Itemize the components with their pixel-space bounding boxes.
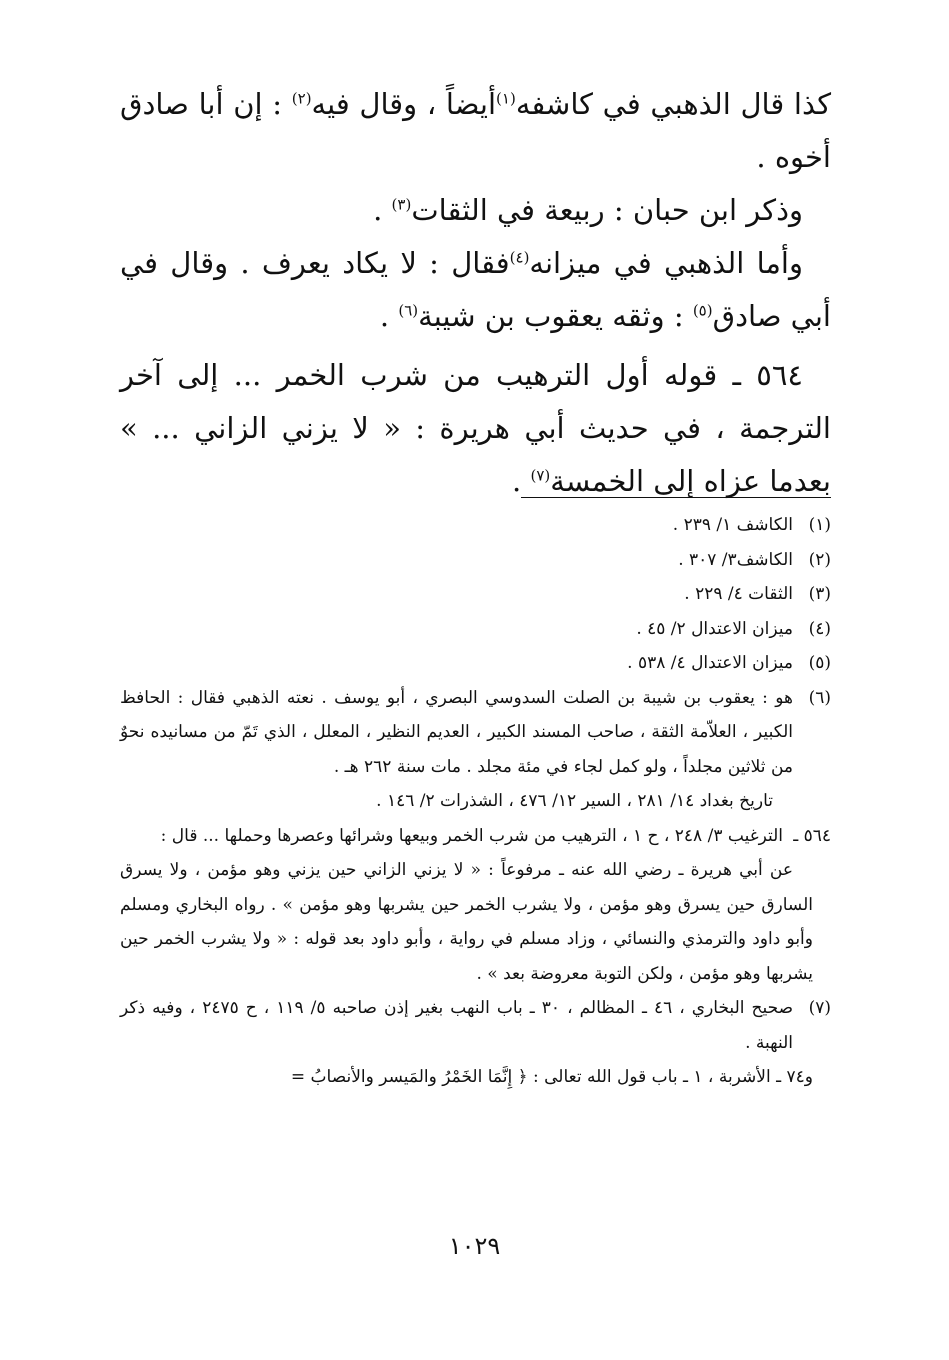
footnote-number: (٦) [808, 687, 831, 708]
paragraph-4 [120, 349, 831, 508]
footnote-text: صحيح البخاري ، ٤٦ ـ المظالم ، ٣٠ ـ باب النهب بغير إذن صاحبه ٥/ ١١٩ ، ح ٢٤٧٥ ، وفيه ذكر النهبة . [120, 998, 794, 1053]
main-text [120, 78, 831, 508]
footnote-number: (٥) [808, 653, 831, 673]
text-run: . [379, 299, 399, 333]
footnote-3 [120, 577, 831, 612]
footnote-2 [120, 543, 831, 578]
footnote-number: (٤) [808, 618, 831, 639]
footnote-text: الثقات ٤/ ٢٢٩ . [684, 584, 793, 604]
footnote-ref-1: (١) [496, 89, 516, 108]
text-run: وذكر ابن حبان : ربيعة في الثقات [411, 193, 803, 227]
text-run: : إن أبا صادق أخوه . [120, 87, 831, 174]
footnote-ref-5: (٥) [692, 301, 713, 320]
footnote-number: (٧) [808, 998, 831, 1018]
text-run: ٥٦٤ ـ قوله أول الترهيب من شرب الخمر ... إلى آخر الترجمة ، في حديث أبي هريرة : « لا يزني الزاني ... » بعدما عزاه إلى الخمسة [120, 358, 831, 498]
footnote-564-hadith [120, 853, 831, 991]
footnote-number: (١) [808, 515, 831, 535]
footnote-ref-7: (٧) [530, 466, 551, 485]
footnote-text: الكاشف٣/ ٣٠٧ . [678, 549, 793, 570]
footnote-ref-6: (٦) [398, 301, 419, 320]
footnote-5 [120, 646, 831, 681]
footnote-6 [120, 681, 831, 819]
footnote-564 [120, 819, 831, 854]
footnote-7-continuation [120, 1060, 831, 1095]
text-run: وأما الذهبي في ميزانه [529, 246, 803, 280]
footnote-text: ميزان الاعتدال ٢/ ٤٥ . [636, 618, 793, 639]
footnote-7 [120, 991, 831, 1060]
page-number: ١٠٢٩ [448, 1232, 501, 1260]
paragraph-1 [120, 78, 831, 184]
footnote-text: و٧٤ ـ الأشربة ، ١ ـ باب قول الله تعالى : ﴿ إِنَّمَا الخَمْرُ والمَيسر والأنصابُ = [290, 1067, 813, 1087]
text-run: أيضاً ، وقال فيه [311, 87, 497, 121]
footnote-ref-2: (٢) [291, 89, 312, 108]
text-run: كذا قال الذهبي في كاشفه [515, 87, 831, 121]
footnote-number: ٥٦٤ ـ [793, 825, 831, 846]
footnote-ref-4: (٤) [509, 248, 530, 267]
footnote-text: ميزان الاعتدال ٤/ ٥٣٨ . [627, 653, 793, 673]
text-run: فقال : لا يكاد يعرف . وقال في أبي صادق [120, 246, 831, 333]
footnote-text: الترغيب ٣/ ٢٤٨ ، ح ١ ، الترهيب من شرب الخمر وبيعها وشرائها وعصرها وحملها ... قال : [160, 825, 783, 846]
footnotes [120, 508, 831, 1095]
text-run: : وثقه يعقوب بن شيبة [418, 299, 693, 333]
footnote-4 [120, 612, 831, 647]
footnote-separator [521, 497, 831, 498]
paragraph-3 [120, 237, 831, 343]
footnote-number: (٣) [808, 584, 831, 604]
paragraph-2 [120, 184, 831, 237]
footnote-text: الكاشف ١/ ٢٣٩ . [672, 515, 793, 535]
footnote-1 [120, 508, 831, 543]
footnote-number: (٢) [808, 549, 831, 570]
text-run: . [373, 193, 392, 227]
footnote-ref-3: (٣) [391, 195, 412, 214]
footnote-sources: تاريخ بغداد ١٤/ ٢٨١ ، السير ١٢/ ٤٧٦ ، الشذرات ٢/ ١٤٦ . [376, 791, 773, 811]
footnote-text: هو : يعقوب بن شيبة بن الصلت السدوسي البصري ، أبو يوسف . نعته الذهبي فقال : الحافظ الكبير ، العلاّمة الثقة ، صاحب المسند الكبير ، العديم النظير ، المعلل ، الذي تَمّ من مسانيده نحوٌ من ثلاثين مجلداً ، ولو كمل لجاء في مئة مجلد . مات سنة ٢٦٢ هـ . [120, 687, 793, 777]
text-run: . [512, 464, 531, 498]
footnote-text: عن أبي هريرة ـ رضي الله عنه ـ مرفوعاً : « لا يزني الزاني حين يزني وهو مؤمن ، ولا يسرق السارق حين يسرق وهو مؤمن ، ولا يشرب الخمر حين يشربها وهو مؤمن » . رواه البخاري ومسلم وأبو داود والترمذي والنسائي ، وزاد مسلم في رواية ، وأبو داود بعد قوله : « ولا يشرب الخمر حين يشربها وهو مؤمن ، ولكن التوبة معروضة بعد » . [120, 860, 813, 984]
